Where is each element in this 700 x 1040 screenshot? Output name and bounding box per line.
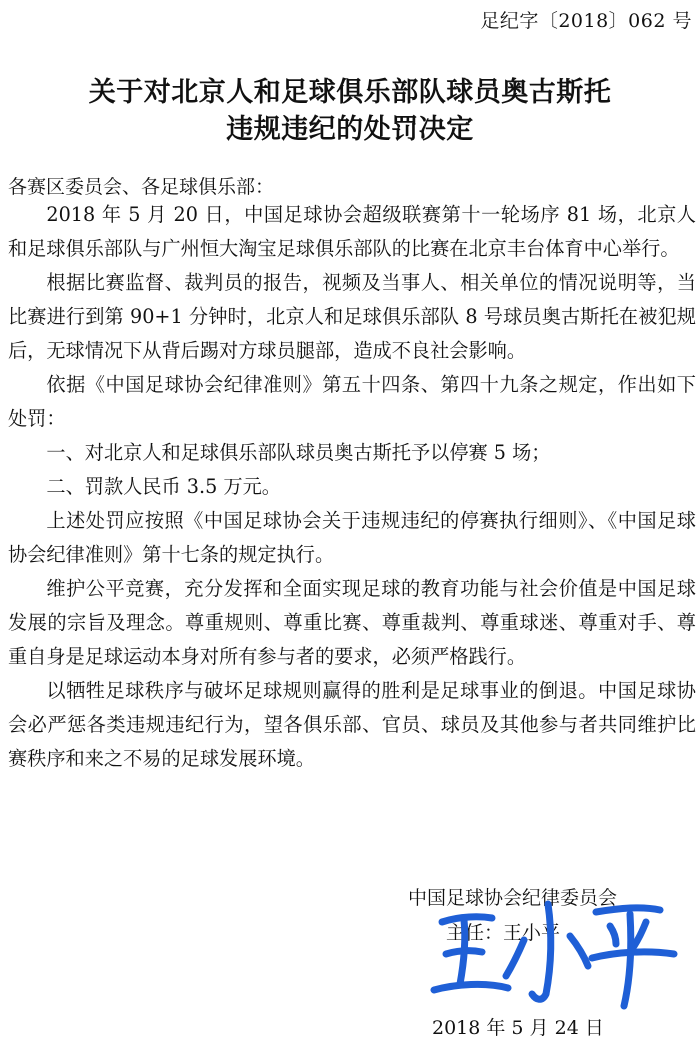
salutation: 各赛区委员会、各足球俱乐部： <box>8 176 275 198</box>
paragraph-execution: 上述处罚应按照《中国足球协会关于违规违纪的停赛执行细则》、《中国足球协会纪律准则》第十七条的规定执行。 <box>8 509 696 566</box>
document-title-line-1: 关于对北京人和足球俱乐部队球员奥古斯托 <box>88 77 612 108</box>
document-number: 足纪字〔2018〕062 号 <box>480 10 692 32</box>
penalty-item-suspension: 一、对北京人和足球俱乐部队球员奥古斯托予以停赛 5 场； <box>46 441 551 464</box>
chair-name: 王小平 <box>503 922 561 944</box>
document-title-line-2: 违规违纪的处罚决定 <box>226 114 474 145</box>
paragraph-legal-basis: 依据《中国足球协会纪律准则》第五十四条、第四十九条之规定，作出如下处罚： <box>8 373 696 430</box>
chair-line <box>446 918 560 945</box>
chair-label: 主任： <box>446 922 504 944</box>
document-body <box>8 198 696 776</box>
signing-organization: 中国足球协会纪律委员会 <box>408 887 618 909</box>
paragraph-match-info: 2018 年 5 月 20 日，中国足球协会超级联赛第十一轮场序 81 场，北京人和足球俱乐部队与广州恒大淘宝足球俱乐部队的比赛在北京丰台体育中心举行。 <box>8 203 696 260</box>
paragraph-warning: 以牺牲足球秩序与破坏足球规则赢得的胜利是足球事业的倒退。中国足球协会必严惩各类违规违纪行为，望各俱乐部、官员、球员及其他参与者共同维护比赛秩序和来之不易的足球发展环境。 <box>8 679 696 770</box>
paragraph-fair-play: 维护公平竞赛，充分发挥和全面实现足球的教育功能与社会价值是中国足球发展的宗旨及理念。尊重规则、尊重比赛、尊重裁判、尊重球迷、尊重对手、尊重自身是足球运动本身对所有参与者的要求，必须严格践行。 <box>8 577 696 668</box>
penalty-item-fine: 二、罚款人民币 3.5 万元。 <box>46 475 281 498</box>
paragraph-incident: 根据比赛监督、裁判员的报告，视频及当事人、相关单位的情况说明等，当比赛进行到第 90+1 分钟时，北京人和足球俱乐部队 8 号球员奥古斯托在被犯规后，无球情况下从背后踢对方球员腿部，造成不良社会影响。 <box>8 271 696 362</box>
handwritten-signature <box>420 892 690 1012</box>
signing-date: 2018 年 5 月 24 日 <box>432 1017 604 1039</box>
